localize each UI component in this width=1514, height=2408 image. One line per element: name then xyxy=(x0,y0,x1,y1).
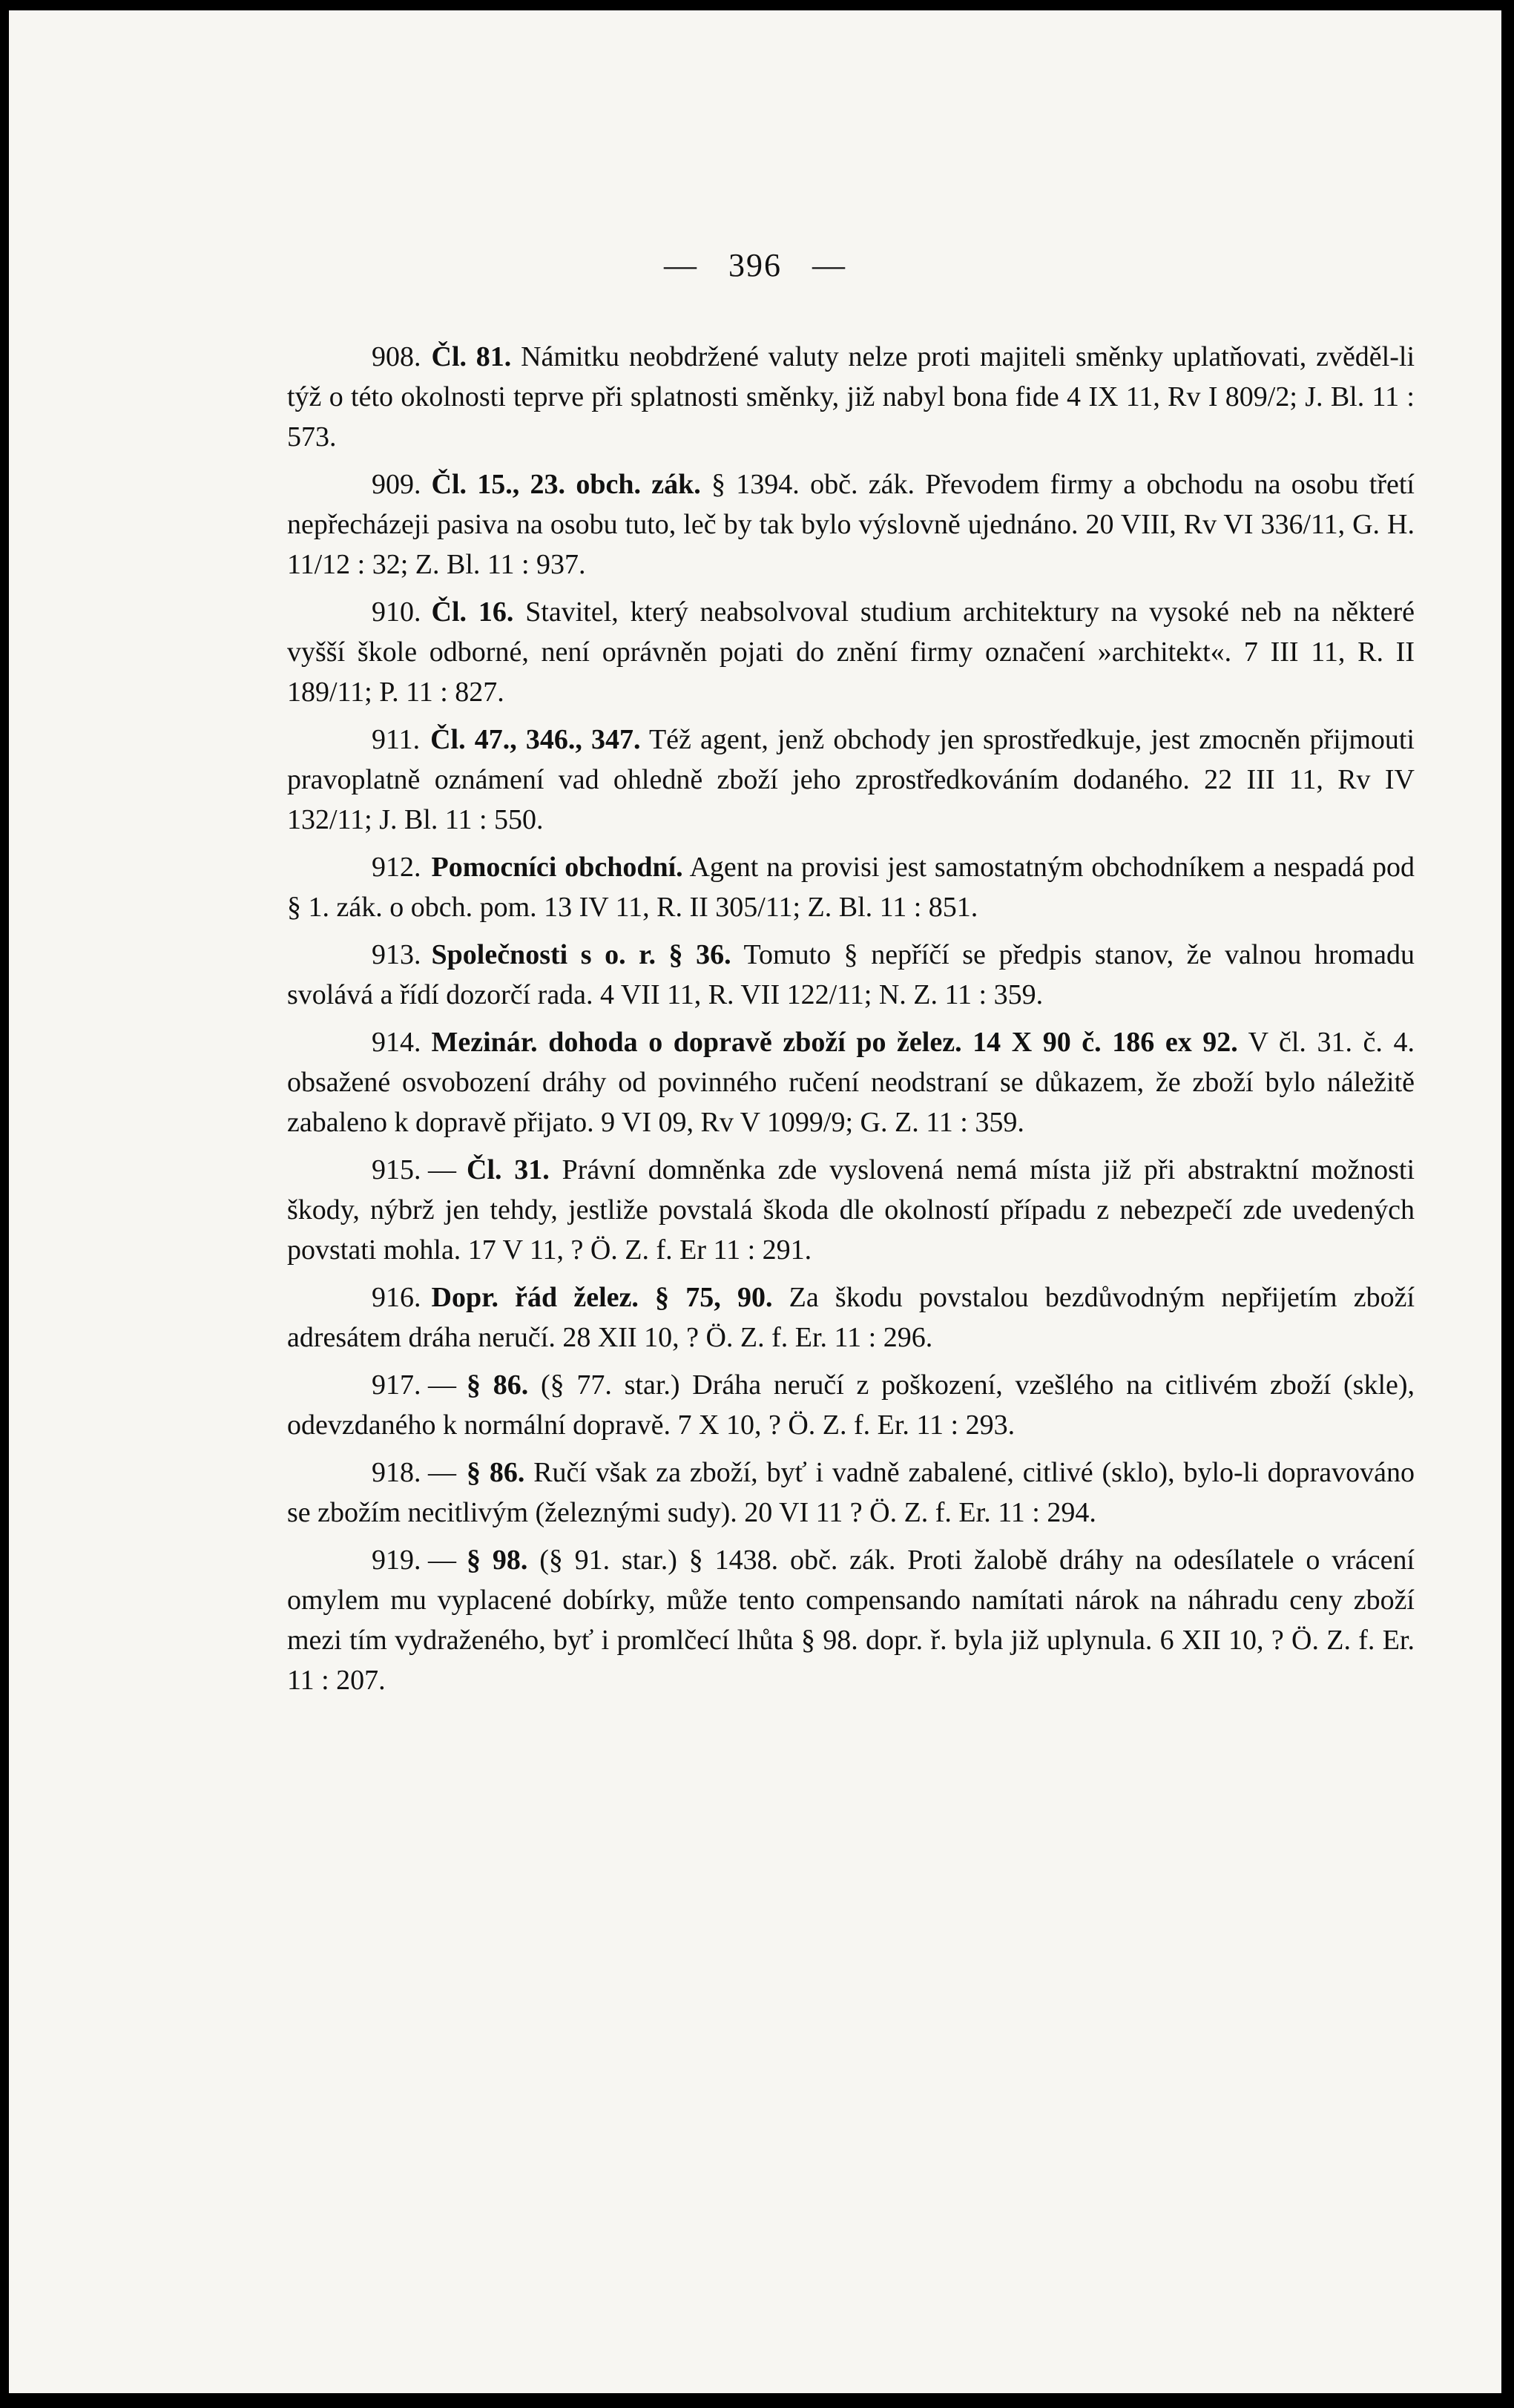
entry-number: 910. xyxy=(372,596,421,628)
header-dash-left: — xyxy=(664,247,698,283)
entry-909 xyxy=(287,464,1415,585)
entry-heading: Čl. 81. xyxy=(431,341,512,372)
entry-number: 914. xyxy=(372,1027,421,1058)
entry-number: 908. xyxy=(372,341,421,372)
entry-number: 915. — xyxy=(372,1154,456,1185)
entry-heading: Čl. 31. xyxy=(467,1154,550,1185)
entry-heading: § 86. xyxy=(467,1457,525,1488)
entry-912 xyxy=(287,847,1415,927)
page-number: 396 xyxy=(728,247,782,283)
entry-913 xyxy=(287,935,1415,1015)
entry-919 xyxy=(287,1540,1415,1700)
entry-918 xyxy=(287,1453,1415,1533)
entry-text: Právní domněnka zde vyslovená nemá místa již při abstraktní možnosti škody, nýbrž jen tehdy, jestliže povstalá škoda dle okolností případu z nebezpečí zde uvedených povstati mohla. 17 V 11, ? Ö. Z. f. Er 11 : 291. xyxy=(287,1154,1415,1266)
book-page xyxy=(9,10,1501,2393)
entry-text: Agent na provisi jest samostatným obchodníkem a nespadá pod § 1. zák. o obch. pom. 13 IV 11, R. II 305/11; Z. Bl. 11 : 851. xyxy=(287,852,1415,923)
entry-text: Též agent, jenž obchody jen sprostředkuje, jest zmocněn přijmouti pravoplatně oznámení vad ohledně zboží jeho zprostředkováním dodaného. 22 III 11, Rv IV 132/11; J. Bl. 11 : 550. xyxy=(287,724,1415,835)
entry-911 xyxy=(287,720,1415,840)
entry-number: 912. xyxy=(372,852,421,883)
entry-heading: § 98. xyxy=(467,1545,528,1576)
entry-915 xyxy=(287,1150,1415,1270)
entry-text: Za škodu povstalou bezdůvodným nepřijetím zboží adresátem dráha neručí. 28 XII 10, ? Ö. Z. f. Er. 11 : 296. xyxy=(287,1282,1415,1353)
entry-914 xyxy=(287,1022,1415,1142)
entry-heading: Čl. 16. xyxy=(431,596,514,628)
entry-number: 911. xyxy=(372,724,421,755)
entry-heading: Čl. 15., 23. obch. zák. xyxy=(431,469,701,500)
entry-heading: Dopr. řád želez. § 75, 90. xyxy=(431,1282,773,1313)
page-body xyxy=(287,337,1415,1708)
entry-910 xyxy=(287,592,1415,712)
entry-text: (§ 91. star.) § 1438. obč. zák. Proti žalobě dráhy na odesílatele o vrácení omylem mu vyplacené dobírky, může tento compensando namítati nárok na náhradu ceny zboží mezi tím vydraženého, byť i promlčecí lhůta § 98. dopr. ř. byla již uplynula. 6 XII 10, ? Ö. Z. f. Er. 11 : 207. xyxy=(287,1545,1415,1696)
header-dash-right: — xyxy=(812,247,846,283)
entry-917 xyxy=(287,1365,1415,1445)
entry-916 xyxy=(287,1277,1415,1358)
entry-heading: Mezinár. dohoda o dopravě zboží po želez. 14 X 90 č. 186 ex 92. xyxy=(431,1027,1238,1058)
entry-text: (§ 77. star.) Dráha neručí z poškození, vzešlého na citlivém zboží (skle), odevzdaného k normální dopravě. 7 X 10, ? Ö. Z. f. Er. 11 : 293. xyxy=(287,1369,1415,1441)
entry-heading: § 86. xyxy=(467,1369,529,1401)
entry-number: 917. — xyxy=(372,1369,456,1401)
entry-heading: Společnosti s o. r. § 36. xyxy=(431,939,731,970)
entry-text: Námitku neobdržené valuty nelze proti majiteli směnky uplatňovati, zvěděl-li týž o této okolnosti teprve při splatnosti směnky, již nabyl bona fide 4 IX 11, Rv I 809/2; J. Bl. 11 : 573. xyxy=(287,341,1415,453)
entry-text: Tomuto § nepříčí se předpis stanov, že valnou hromadu svolává a řídí dozorčí rada. 4 VII 11, R. VII 122/11; N. Z. 11 : 359. xyxy=(287,939,1415,1010)
entry-number: 909. xyxy=(372,469,421,500)
entry-number: 919. — xyxy=(372,1545,456,1576)
entry-text: V čl. 31. č. 4. obsažené osvobození dráhy od povinného ručení neodstraní se důkazem, že zboží bylo náležitě zabaleno k dopravě přijato. 9 VI 09, Rv V 1099/9; G. Z. 11 : 359. xyxy=(287,1027,1415,1138)
entry-number: 916. xyxy=(372,1282,421,1313)
entry-908 xyxy=(287,337,1415,457)
entry-text: Stavitel, který neabsolvoval studium architektury na vysoké neb na některé vyšší škole odborné, není oprávněn pojati do znění firmy označení »architekt«. 7 III 11, R. II 189/11; P. 11 : 827. xyxy=(287,596,1415,708)
entry-number: 913. xyxy=(372,939,421,970)
entry-text: § 1394. obč. zák. Převodem firmy a obchodu na osobu třetí nepřecházeji pasiva na osobu tuto, leč by tak bylo výslovně ujednáno. 20 VIII, Rv VI 336/11, G. H. 11/12 : 32; Z. Bl. 11 : 937. xyxy=(287,469,1415,580)
entry-number: 918. — xyxy=(372,1457,456,1488)
entry-heading: Pomocníci obchodní. xyxy=(431,852,683,883)
page-number-header xyxy=(9,246,1501,284)
entry-heading: Čl. 47., 346., 347. xyxy=(430,724,641,755)
entry-text: Ručí však za zboží, byť i vadně zabalené, citlivé (sklo), bylo-li dopravováno se zbožím necitlivým (železnými sudy). 20 VI 11 ? Ö. Z. f. Er. 11 : 294. xyxy=(287,1457,1415,1528)
